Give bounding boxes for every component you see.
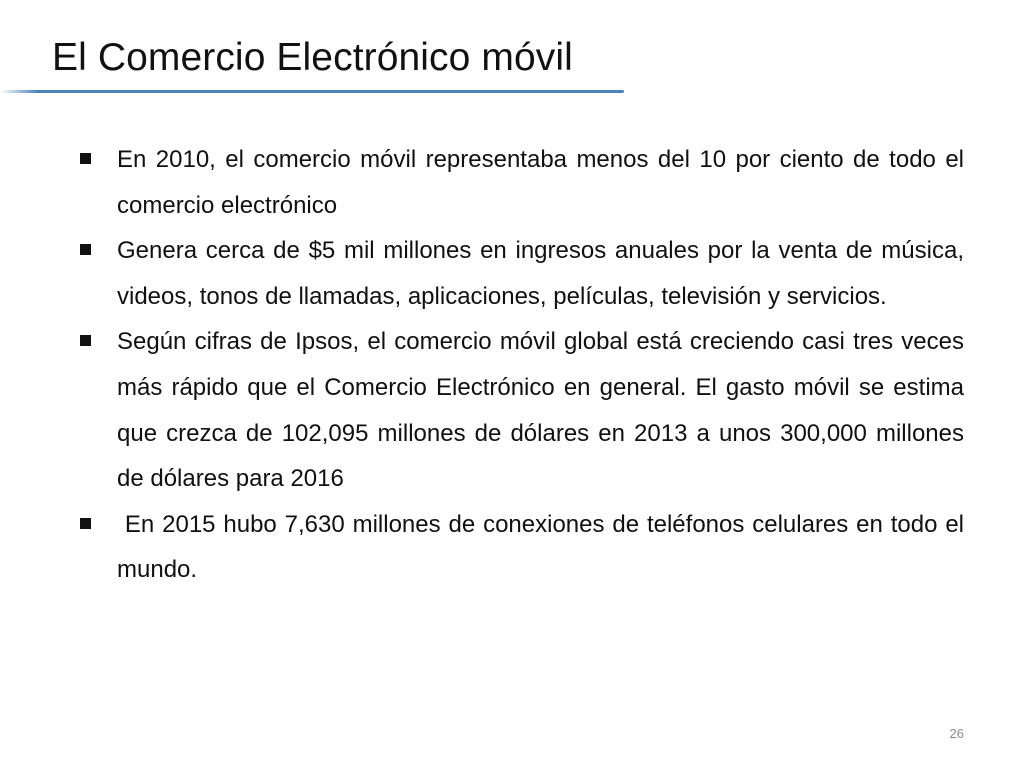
bullet-text: Según cifras de Ipsos, el comercio móvil global está creciendo casi tres veces más rápido que el Comercio Electrónico en general. El gasto móvil se estima que crezca de 102,095 millones de dólares en 2013 a unos 300,000 millones de dólares para 2016 — [117, 328, 964, 493]
slide-title: El Comercio Electrónico móvil — [52, 36, 573, 79]
bullet-text: En 2015 hubo 7,630 millones de conexiones de teléfonos celulares en todo el mundo. — [117, 510, 971, 584]
page-number: 26 — [949, 726, 964, 741]
bullet-text: Genera cerca de $5 mil millones en ingresos anuales por la venta de música, videos, tonos de llamadas, aplicaciones, películas, televisión y servicios. — [117, 237, 964, 310]
bullet-item — [80, 502, 971, 593]
bullet-item — [80, 137, 964, 228]
title-underline — [0, 90, 624, 93]
square-bullet-icon — [80, 244, 91, 255]
square-bullet-icon — [80, 518, 91, 529]
bullet-item — [80, 228, 964, 319]
bullet-list — [80, 137, 971, 593]
square-bullet-icon — [80, 153, 91, 164]
square-bullet-icon — [80, 335, 91, 346]
bullet-text: En 2010, el comercio móvil representaba menos del 10 por ciento de todo el comercio electrónico — [117, 146, 964, 219]
bullet-item — [80, 319, 964, 501]
